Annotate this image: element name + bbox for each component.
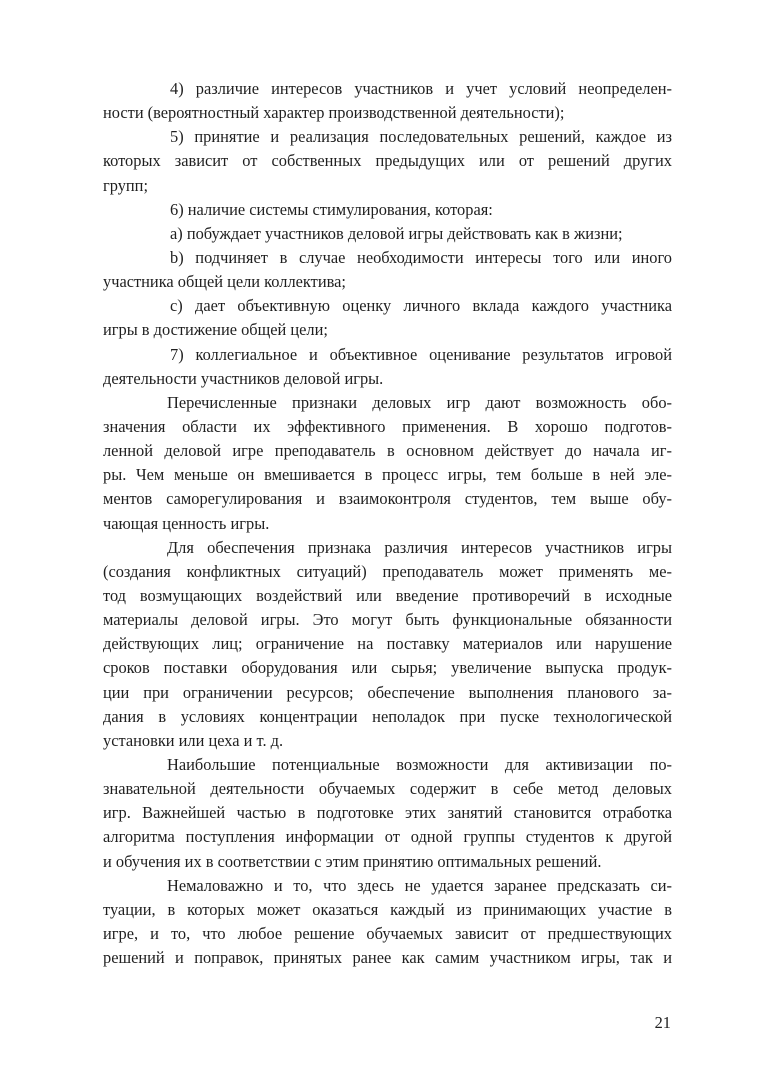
text-line: дания в условиях концентрации неполадок при пуске технологической xyxy=(103,706,672,726)
text-line: Для обеспечения признака различия интересов участников игры xyxy=(167,537,672,557)
text-line: действующих лиц; ограничение на поставку материалов или нарушение xyxy=(103,634,672,654)
text-line: 6) наличие системы стимулирования, которая: xyxy=(170,199,493,219)
document-body xyxy=(103,77,672,970)
text-line: деятельности участников деловой игры. xyxy=(103,368,384,388)
text-line: ры. Чем меньше он вмешивается в процесс игры, тем больше в ней эле- xyxy=(103,465,672,485)
text-line: Перечисленные признаки деловых игр дают возможность обо- xyxy=(167,392,672,412)
text-line: a) побуждает участников деловой игры действовать как в жизни; xyxy=(170,223,623,243)
text-line: которых зависит от собственных предыдущих или от решений других xyxy=(103,151,672,171)
text-line: 5) принятие и реализация последовательных решений, каждое из xyxy=(170,127,672,147)
text-line: материалы деловой игры. Это могут быть функциональные обязанности xyxy=(103,610,672,630)
page-number: 21 xyxy=(654,1013,671,1032)
text-line: участника общей цели коллектива; xyxy=(103,272,346,292)
text-line: (создания конфликтных ситуаций) преподаватель может применять ме- xyxy=(103,561,672,581)
text-line: установки или цеха и т. д. xyxy=(103,730,284,750)
text-line: игр. Важнейшей частью в подготовке этих занятий становится отработка xyxy=(103,803,672,823)
text-line: Наибольшие потенциальные возможности для активизации по- xyxy=(167,754,672,774)
text-line: алгоритма поступления информации от одной группы студентов к другой xyxy=(103,827,672,847)
text-line: 7) коллегиальное и объективное оценивание результатов игровой xyxy=(170,344,672,364)
text-line: групп; xyxy=(103,175,148,195)
text-line: ментов саморегулирования и взаимоконтроля студентов, тем выше обу- xyxy=(103,489,672,509)
text-line: 4) различие интересов участников и учет условий неопределен- xyxy=(170,79,672,98)
text-line: игре, и то, что любое решение обучаемых зависит от предшествующих xyxy=(103,923,672,943)
text-line: Немаловажно и то, что здесь не удается заранее предсказать си- xyxy=(167,875,672,895)
text-line: ции при ограничении ресурсов; обеспечение выполнения планового за- xyxy=(103,682,672,702)
text-line: значения области их эффективного применения. В хорошо подготов- xyxy=(103,416,672,436)
text-line: решений и поправок, принятых ранее как самим участником игры, так и xyxy=(103,948,672,968)
text-line: туации, в которых может оказаться каждый из принимающих участие в xyxy=(103,899,672,919)
text-line: знавательной деятельности обучаемых содержит в себе метод деловых xyxy=(103,779,672,799)
text-line: чающая ценность игры. xyxy=(103,513,270,533)
text-line: ности (вероятностный характер производственной деятельности); xyxy=(103,103,565,123)
text-line: c) дает объективную оценку личного вклада каждого участника xyxy=(170,296,672,316)
text-line: ленной деловой игре преподаватель в основном действует до начала иг- xyxy=(103,441,672,461)
text-line: и обучения их в соответствии с этим принятию оптимальных решений. xyxy=(103,851,602,871)
text-line: b) подчиняет в случае необходимости интересы того или иного xyxy=(170,247,672,267)
text-line: игры в достижение общей цели; xyxy=(103,320,328,340)
text-line: тод возмущающих воздействий или введение противоречий в исходные xyxy=(103,585,672,605)
text-line: сроков поставки оборудования или сырья; увеличение выпуска продук- xyxy=(103,658,672,678)
